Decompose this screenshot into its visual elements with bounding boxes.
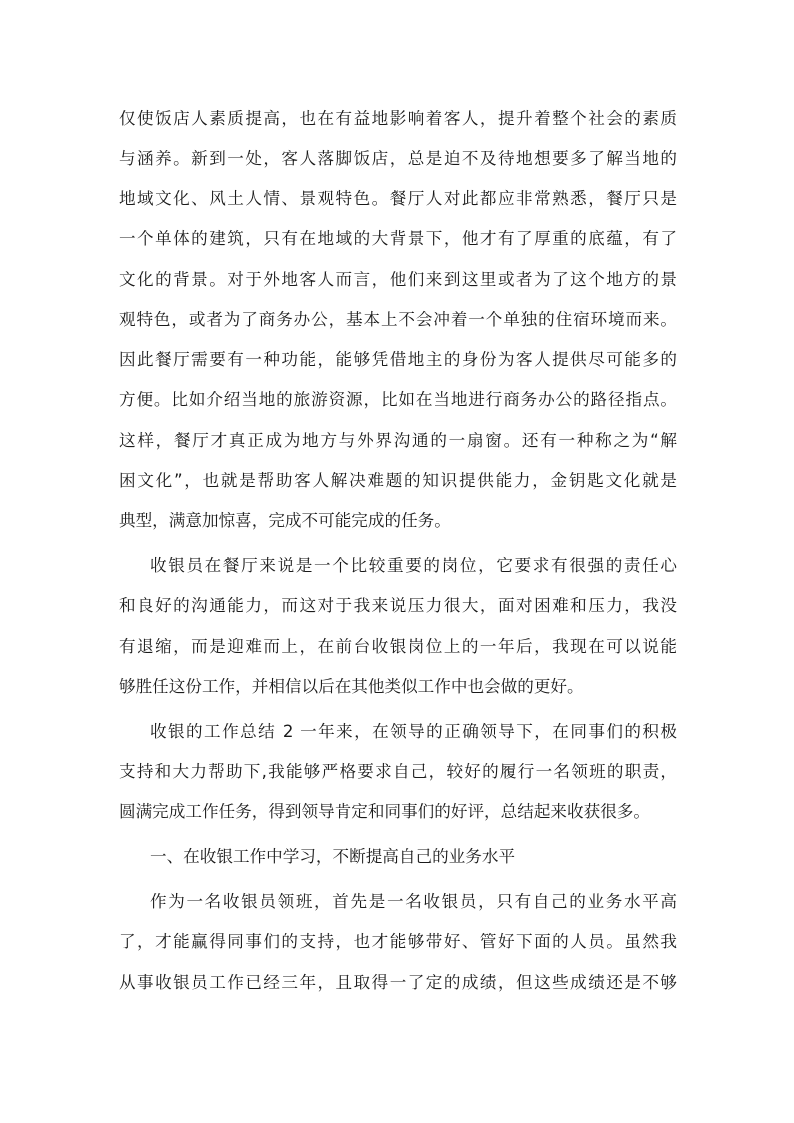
text-line: 与涵养。新到一处，客人落脚饭店，总是迫不及待地想要多了解当地的	[119, 149, 677, 168]
text-line: 观特色，或者为了商务办公，基本上不会冲着一个单独的住宿环境而来。	[119, 310, 677, 329]
text-line: 收银员在餐厅来说是一个比较重要的岗位，它要求有很强的责任心	[150, 556, 677, 575]
text-line: 和良好的沟通能力，而这对于我来说压力很大，面对困难和压力，我没	[119, 596, 677, 615]
text-line: 仅使饭店人素质提高，也在有益地影响着客人，提升着整个社会的素质	[119, 109, 677, 128]
text-line: 支持和大力帮助下,我能够严格要求自己，较好的履行一名领班的职责，	[119, 762, 677, 781]
text-line: 了，才能赢得同事们的支持，也才能够带好、管好下面的人员。虽然我	[119, 932, 677, 951]
text-line: 圆满完成工作任务，得到领导肯定和同事们的好评，总结起来收获很多。	[119, 802, 650, 821]
text-line: 困文化”，也就是帮助客人解决难题的知识提供能力，金钥匙文化就是	[119, 471, 677, 490]
text-line: 文化的背景。对于外地客人而言，他们来到这里或者为了这个地方的景	[119, 270, 677, 289]
text-line: 这样，餐厅才真正成为地方与外界沟通的一扇窗。还有一种称之为“解	[119, 431, 677, 450]
text-line: 地域文化、风土人情、景观特色。餐厅人对此都应非常熟悉，餐厅只是	[119, 189, 677, 208]
text-line: 典型，满意加惊喜，完成不可能完成的任务。	[119, 511, 451, 530]
text-line: 因此餐厅需要有一种功能，能够凭借地主的身份为客人提供尽可能多的	[119, 350, 677, 369]
text-line: 从事收银员工作已经三年，且取得一了定的成绩，但这些成绩还是不够	[119, 973, 677, 992]
text-line: 有退缩，而是迎难而上，在前台收银岗位上的一年后，我现在可以说能	[119, 637, 677, 656]
text-line: 作为一名收银员领班，首先是一名收银员，只有自己的业务水平高	[150, 892, 677, 911]
text-line: 方便。比如介绍当地的旅游资源，比如在当地进行商务办公的路径指点。	[119, 390, 677, 409]
text-line: 够胜任这份工作，并相信以后在其他类似工作中也会做的更好。	[119, 677, 584, 696]
section-heading: 一、在收银工作中学习，不断提高自己的业务水平	[150, 847, 516, 866]
text-line: 收银的工作总结 2 一年来，在领导的正确领导下，在同事们的积极	[150, 722, 677, 741]
text-line: 一个单体的建筑，只有在地域的大背景下，他才有了厚重的底蕴，有了	[119, 229, 677, 248]
